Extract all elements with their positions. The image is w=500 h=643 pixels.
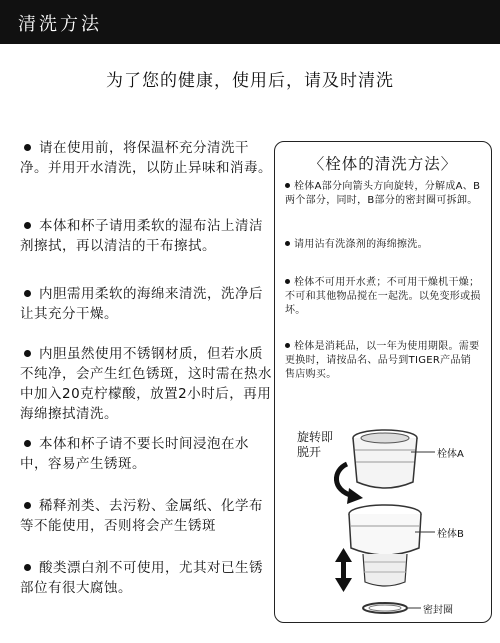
stopper-a-part (353, 430, 417, 488)
box-list-item-text: 栓体是消耗品，以一年为使用期限。需要更换时，请按品名、品号到TIGER产品销售店购买。 (285, 341, 480, 380)
bullet-icon (24, 144, 31, 151)
seal-ring-part (363, 603, 407, 613)
rotate-arrowhead-icon (347, 488, 363, 504)
bullet-icon (24, 290, 31, 297)
list-item (20, 138, 272, 178)
box-title: 〈栓体的清洗方法〉 (308, 155, 458, 173)
page-title: 清洗方法 (18, 14, 102, 35)
list-item-text: 本体和杯子请用柔软的湿布沾上清洁剂擦拭，再以清洁的干布擦拭。 (20, 218, 263, 254)
list-item (20, 344, 272, 424)
header-bar (0, 0, 500, 44)
bullet-icon (24, 502, 31, 509)
box-list-item (285, 340, 481, 382)
subtitle: 为了您的健康，使用后，请及时清洗 (106, 71, 394, 91)
bullet-icon (285, 241, 290, 246)
list-item-text: 内胆需用柔软的海绵来清洗，洗净后让其充分干燥。 (20, 286, 263, 322)
list-item (20, 558, 272, 598)
bullet-icon (24, 440, 31, 447)
box-list-item-text: 栓体A部分向箭头方向旋转，分解成A、B两个部分，同时，B部分的密封圈可拆卸。 (285, 181, 481, 206)
bullet-icon (285, 343, 290, 348)
bullet-icon (24, 564, 31, 571)
list-item (20, 216, 272, 256)
list-item (20, 434, 272, 474)
stopper-a-label: 栓体A (437, 449, 464, 460)
bullet-icon (24, 350, 31, 357)
list-item (20, 284, 272, 324)
list-item (20, 496, 272, 536)
stopper-b-part (349, 505, 421, 586)
stopper-b-label: 栓体B (437, 529, 464, 540)
twist-label: 旋转即脱开 (297, 430, 334, 459)
up-down-arrow-icon (335, 548, 352, 592)
box-list-item (285, 238, 481, 252)
stopper-diagram (275, 422, 491, 622)
list-item-text: 内胆虽然使用不锈钢材质，但若水质不纯净，会产生红色锈斑，这时需在热水中加入20克柠檬酸，放置2小时后，再用海绵擦拭清洗。 (20, 346, 272, 422)
bullet-icon (285, 279, 290, 284)
box-list-item-text: 请用沾有洗涤剂的海绵擦洗。 (294, 239, 428, 250)
list-item-text: 本体和杯子请不要长时间浸泡在水中，容易产生锈斑。 (20, 436, 249, 472)
list-item-text: 酸类漂白剂不可使用，尤其对已生锈部位有很大腐蚀。 (20, 560, 263, 596)
list-item-text: 稀释剂类、去污粉、金属纸、化学布等不能使用，否则将会产生锈斑 (20, 498, 263, 534)
box-list-item (285, 180, 481, 208)
box-list-item-text: 栓体不可用开水煮；不可用干燥机干燥；不可和其他物品搅在一起洗。以免变形或损坏。 (285, 277, 481, 316)
list-item-text: 请在使用前，将保温杯充分清洗干净。并用开水清洗，以防止异味和消毒。 (20, 140, 272, 176)
box-list-item (285, 276, 481, 318)
seal-label: 密封圈 (423, 605, 453, 616)
bullet-icon (24, 222, 31, 229)
stopper-cleaning-box (274, 141, 492, 623)
bullet-icon (285, 183, 290, 188)
